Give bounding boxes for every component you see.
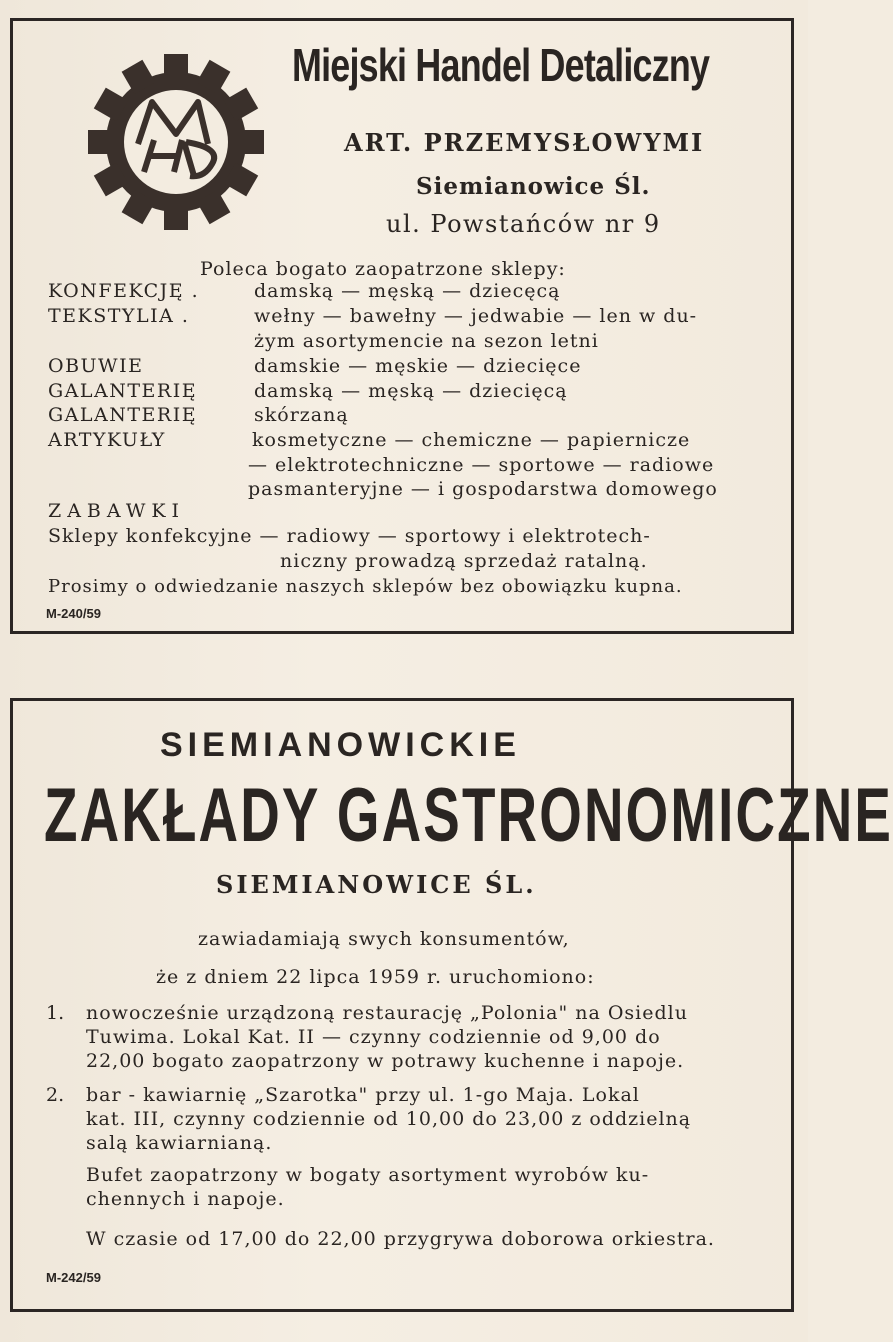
ad1-category: GALANTERIĘ [48,380,198,402]
ad1-row-text: damskie — męskie — dziecięce [254,355,582,377]
ad2-title-main: ZAKŁADY GASTRONOMICZNE [44,773,893,858]
ad1-row-text: damską — męską — dziecięcą [254,380,568,402]
ad1-row-text: — elektrotechniczne — sportowe — radiowe [248,454,715,476]
ad1-row-text: skórzaną [254,404,349,426]
ad1-closing: Prosimy o odwiedzanie naszych sklepów bez obowiązku kupna. [48,576,683,597]
ad1-row-text: kosmetyczne — chemiczne — papiernicze [252,429,691,451]
ad1-row-text: wełny — bawełny — jedwabie — len w du- [254,305,698,327]
ad1-category: ARTYKUŁY [48,429,166,451]
ad1-category: KONFEKCJĘ . [48,280,200,302]
ad1-category: OBUWIE [48,355,144,377]
ad2-music: W czasie od 17,00 do 22,00 przygrywa doborowa orkiestra. [86,1228,715,1250]
ad2-item1-number: 1. [46,1002,65,1024]
ad2-item1-line: Tuwima. Lokal Kat. II — czynny codziennie od 9,00 do [86,1026,661,1048]
ad1-title: Miejski Handel Detaliczny [292,39,710,91]
ad2-item2-line: bar - kawiarnię „Szarotka" przy ul. 1-go Maja. Lokal [86,1084,640,1106]
ad1-subtitle: ART. PRZEMYSŁOWYMI [344,128,705,157]
ad1-toys: ZABAWKI [48,500,186,522]
ad2-code: M-242/59 [46,1270,101,1285]
ad1-city: Siemianowice Śl. [416,173,651,200]
ad1-category: GALANTERIĘ [48,404,198,426]
mhd-gear-logo [86,52,266,232]
ad2-item2-number: 2. [46,1084,65,1106]
ad2-line2: że z dniem 22 lipca 1959 r. uruchomiono: [156,966,595,988]
ad2-city: SIEMIANOWICE ŚL. [216,870,537,899]
ad1-row-text: żym asortymencie na sezon letni [254,330,599,352]
ad2-item1-line: 22,00 bogato zaopatrzony w potrawy kuchenne i napoje. [86,1050,685,1072]
ad1-row-text: pasmanteryjne — i gospodarstwa domowego [248,478,718,500]
ad1-category: TEKSTYLIA . [48,305,190,327]
ad1-code: M-240/59 [46,606,101,621]
ad1-installments-1: Sklepy konfekcyjne — radiowy — sportowy i elektrotech- [48,525,651,547]
ad1-street: ul. Powstańców nr 9 [386,210,661,238]
ad2-item2-line: kat. III, czynny codziennie od 10,00 do 23,00 z oddzielną [86,1108,692,1130]
ad1-row-text: damską — męską — dziecęcą [254,280,561,302]
ad2-title-top: SIEMIANOWICKIE [160,726,521,764]
ad2-buffet-line: chennych i napoje. [86,1188,285,1210]
ad2-item1-line: nowocześnie urządzoną restaurację „Polonia" na Osiedlu [86,1002,688,1024]
ad2-line1: zawiadamiają swych konsumentów, [198,928,570,950]
ad1-intro: Poleca bogato zaopatrzone sklepy: [200,258,566,280]
ad2-buffet-line: Bufet zaopatrzony w bogaty asortyment wyrobów ku- [86,1164,650,1186]
ad1-installments-2: niczny prowadzą sprzedaż ratalną. [280,550,648,572]
ad2-item2-line: salą kawiarnianą. [86,1132,273,1154]
